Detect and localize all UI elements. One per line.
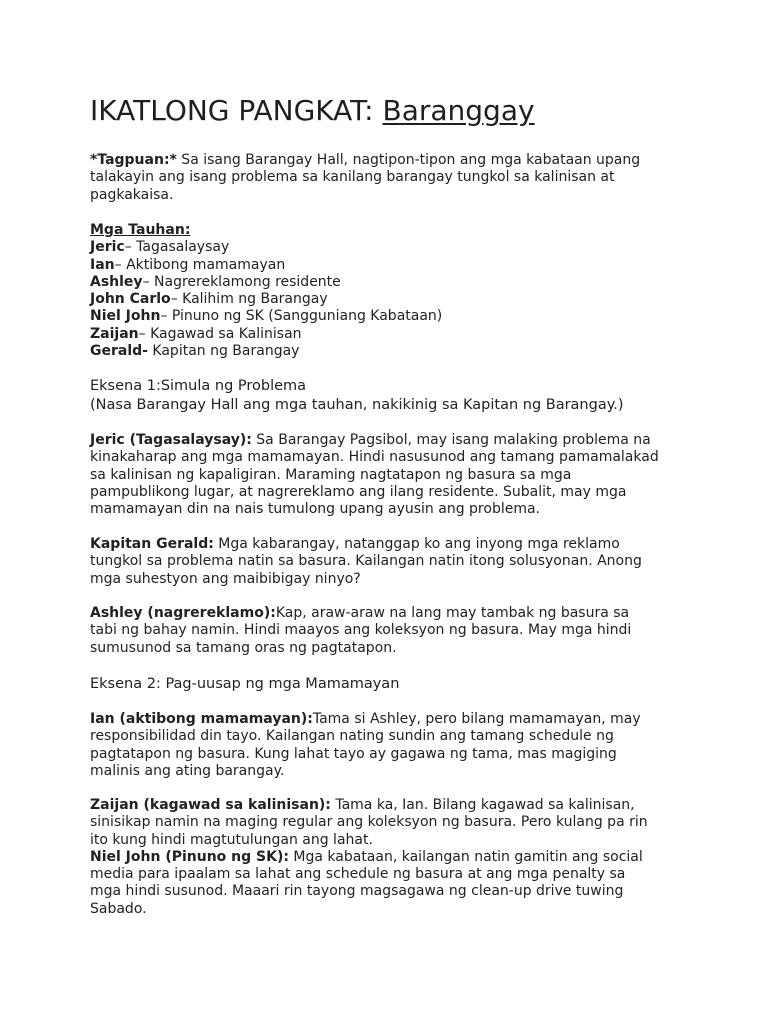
character-name: Zaijan	[90, 325, 139, 342]
dialogue-line: mga suhestyon ang maibibigay ninyo?	[90, 570, 361, 587]
dialogue-line: Mga kabataan, kailangan natin gamitin ang social	[288, 848, 643, 865]
character-item	[90, 257, 690, 274]
character-item	[90, 343, 690, 360]
character-item	[90, 274, 690, 291]
dialogue-line: Tama si Ashley, pero bilang mamamayan, may	[312, 711, 641, 727]
dialogue-line: mamamayan din na nais tumulong upang ayusin ang problema.	[90, 501, 541, 518]
character-role: Kapitan ng Barangay	[147, 343, 300, 360]
setting-line: talakayin ang isang problema sa kanilang barangay tungkol sa kalinisan at	[90, 169, 615, 186]
page-title	[90, 94, 535, 128]
dialogue-line: malinis ang ating barangay.	[90, 762, 285, 779]
character-role: – Nagrereklamong residente	[142, 273, 341, 290]
dialogue-line: responsibilidad din tayo. Kailangan nating sundin ang tamang schedule ng	[90, 728, 614, 745]
character-name: Gerald-	[90, 343, 148, 360]
character-role: – Aktibong mamamayan	[114, 256, 286, 273]
character-item	[90, 291, 690, 308]
setting-label: *Tagpuan:*	[90, 152, 177, 168]
dialogue-ian	[90, 711, 690, 780]
dialogue-line: pagtatapon ng basura. Kung lahat tayo ay gagawa ng tama, mas magiging	[90, 745, 617, 762]
dialogue-ashley	[90, 605, 690, 657]
dialogue-line: tungkol sa problema natin sa basura. Kailangan natin itong solusyonan. Anong	[90, 553, 642, 570]
dialogue-speaker: Ashley (nagrereklamo):	[90, 605, 276, 621]
dialogue-line: Kap, araw-araw na lang may tambak ng basura sa	[275, 605, 630, 621]
dialogue-jeric	[90, 432, 690, 518]
dialogue-speaker: Kapitan Gerald:	[90, 536, 214, 552]
dialogue-line: Tama ka, Ian. Bilang kagawad sa kalinisan,	[330, 797, 635, 813]
dialogue-kapitan-gerald	[90, 536, 690, 588]
character-item	[90, 239, 690, 256]
dialogue-line: pampublikong lugar, at nagrereklamo ang ilang residente. Subalit, may mga	[90, 483, 627, 500]
dialogue-line: mga hindi susunod. Maaari rin tayong magsagawa ng clean-up drive tuwing	[90, 883, 624, 900]
character-role: – Kagawad sa Kalinisan	[138, 325, 302, 342]
setting-line: Sa isang Barangay Hall, nagtipon-tipon ang mga kabataan upang	[176, 152, 641, 168]
scene1-title: Eksena 1:Simula ng Problema	[90, 378, 307, 394]
dialogue-line: media para ipaalam sa lahat ang schedule ng basura at ang mga penalty sa	[90, 866, 626, 883]
character-name: Ian	[90, 256, 115, 273]
setting-paragraph	[90, 152, 690, 204]
characters-heading: Mga Tauhan:	[90, 222, 191, 238]
scene2-header	[90, 675, 690, 694]
dialogue-line: Sa Barangay Pagsibol, may isang malaking problema na	[251, 432, 651, 448]
dialogue-line: sa kalinisan ng kapaligiran. Maraming nagtatapon ng basura sa mga	[90, 466, 572, 483]
dialogue-line: sinisikap namin na maging regular ang koleksyon ng basura. Pero kulang pa rin	[90, 814, 648, 831]
scene1-header	[90, 377, 690, 414]
scene1-direction: (Nasa Barangay Hall ang mga tauhan, nakikinig sa Kapitan ng Barangay.)	[90, 396, 624, 413]
characters-list	[90, 222, 690, 360]
dialogue-line: Sabado.	[90, 900, 147, 917]
title-underlined: Baranggay	[382, 94, 535, 127]
dialogue-speaker: Jeric (Tagasalaysay):	[90, 432, 252, 448]
dialogue-line: Mga kabarangay, natanggap ko ang inyong mga reklamo	[213, 536, 620, 552]
dialogue-speaker: Ian (aktibong mamamayan):	[90, 711, 313, 727]
dialogue-line: sumusunod sa tamang oras ng pagtatapon.	[90, 639, 397, 656]
character-role: – Kalihim ng Barangay	[170, 291, 328, 308]
dialogue-zaijan	[90, 797, 690, 918]
character-role: – Pinuno ng SK (Sangguniang Kabataan)	[160, 308, 443, 325]
dialogue-speaker: Niel John (Pinuno ng SK):	[90, 848, 289, 865]
dialogue-line: kinakaharap ang mga mamamayan. Hindi nasusunod ang tamang pamamalakad	[90, 449, 659, 466]
dialogue-line: ito kung hindi magtutulungan ang lahat.	[90, 831, 373, 848]
dialogue-speaker: Zaijan (kagawad sa kalinisan):	[90, 797, 331, 813]
character-role: – Tagasalaysay	[124, 239, 230, 256]
character-item	[90, 326, 690, 343]
character-name: Niel John	[90, 308, 161, 325]
setting-line: pagkakaisa.	[90, 186, 174, 203]
character-name: Ashley	[90, 273, 143, 290]
dialogue-line: tabi ng bahay namin. Hindi maayos ang koleksyon ng basura. May mga hindi	[90, 622, 632, 639]
title-prefix: IKATLONG PANGKAT:	[90, 94, 383, 127]
character-name: John Carlo	[90, 291, 171, 308]
scene2-title: Eksena 2: Pag-uusap ng mga Mamamayan	[90, 676, 400, 692]
character-name: Jeric	[90, 239, 125, 256]
character-item	[90, 308, 690, 325]
